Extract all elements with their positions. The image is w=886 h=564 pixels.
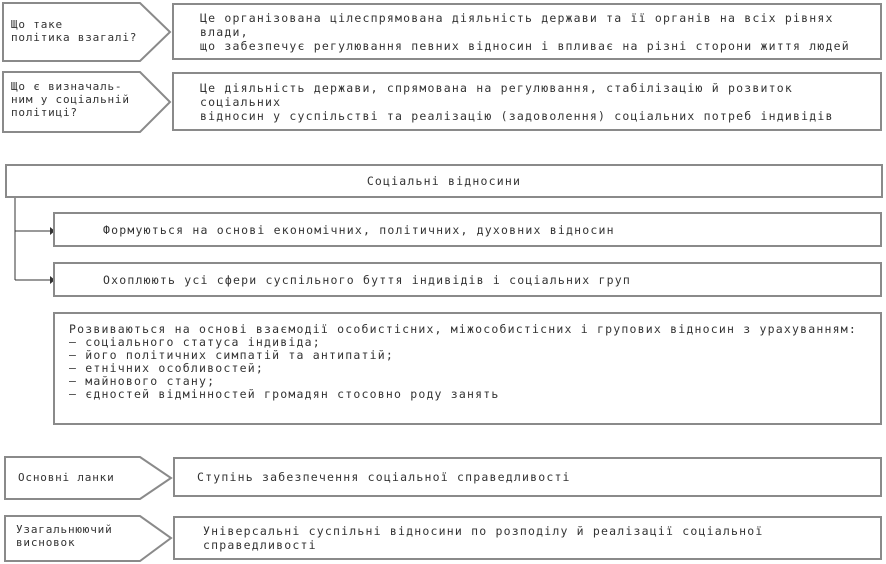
development-content	[69, 322, 857, 401]
branch-text-2: Охоплюють усі сфери суспільного буття індивідів і соціальних груп	[103, 272, 632, 287]
social-relations-title: Соціальні відносини	[366, 174, 522, 188]
answer-box-2	[172, 72, 882, 131]
main-links-box	[173, 457, 882, 497]
conclusion-label: Узагальнюючий висновок	[16, 523, 113, 549]
development-item: – його політичних симпатій та антипатій;	[69, 348, 394, 362]
main-links-text: Ступінь забезпечення соціальної справедливості	[197, 470, 571, 484]
branch-text-1: Формуються на основі економічних, політичних, духовних відносин	[103, 222, 615, 237]
development-box	[53, 312, 882, 425]
conclusion-box	[173, 516, 882, 560]
development-item: – соціального статуса індивіда;	[69, 335, 321, 349]
question-1: Що таке політика взагалі?	[11, 18, 138, 44]
social-relations-header	[5, 164, 883, 198]
branch-box-1	[53, 212, 882, 247]
development-intro: Розвиваються на основі взаємодії особистісних, міжособистісних і групових відносин з урахуванням:	[69, 322, 857, 336]
branch-box-2	[53, 262, 882, 297]
question-2: Що є визначаль- ним у соціальній політиці?	[11, 80, 130, 119]
main-links-label: Основні ланки	[18, 471, 115, 484]
answer-1: Це організована цілеспрямована діяльність держави та її органів на всіх рівнях влади, що забезпечує регулювання певних відносин і впливає на різні сторони життя людей	[200, 10, 850, 53]
conclusion-text: Універсальні суспільні відносини по розподілу й реалізації соціальної справедливості	[203, 524, 764, 552]
development-item: – етнічних особливостей;	[69, 361, 264, 375]
answer-2: Це діяльність держави, спрямована на регулювання, стабілізацію й розвиток соціальних відносин у суспільстві та реалізацію (задоволення) соціальних потреб індивідів	[200, 80, 834, 123]
answer-box-1	[172, 3, 882, 60]
development-item: – майнового стану;	[69, 374, 216, 388]
development-item: – єдностей відмінностей громадян стосовно роду занять	[69, 387, 500, 401]
